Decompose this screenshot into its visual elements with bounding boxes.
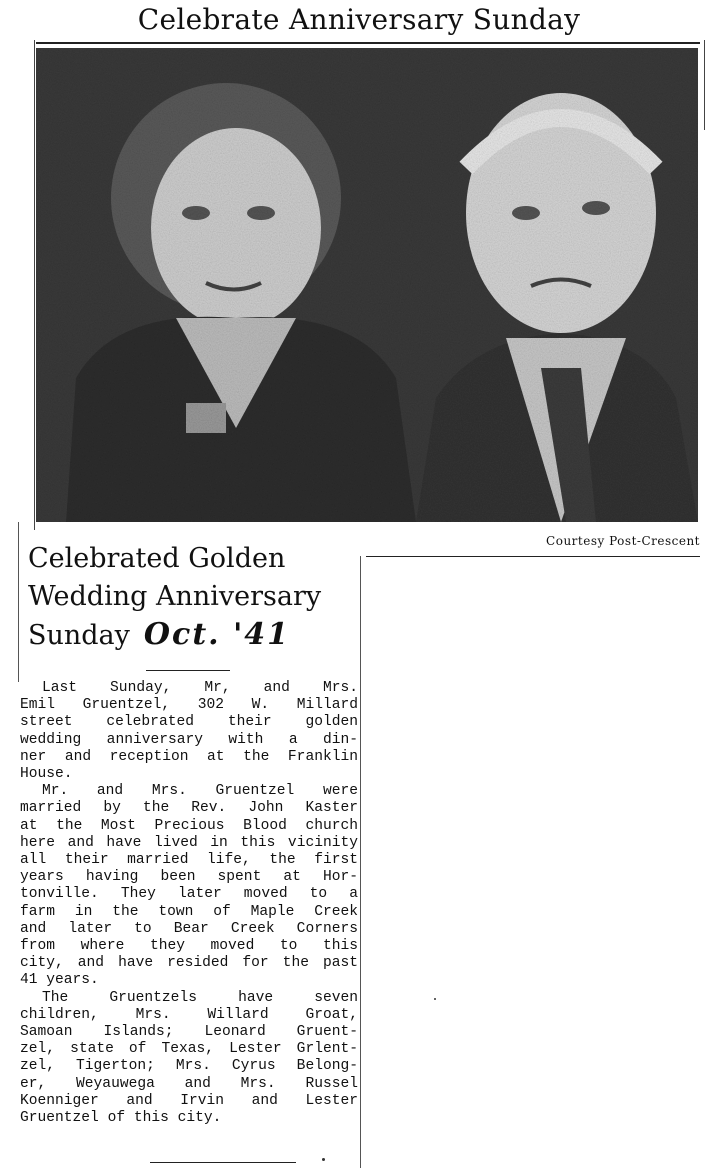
article-line: House. <box>20 766 73 783</box>
subhead-line-1: Celebrated Golden <box>28 543 286 574</box>
article-line: all their married life, the first <box>20 852 358 869</box>
article-line: street celebrated their golden <box>20 714 358 731</box>
subhead <box>28 540 358 655</box>
article-line: here and have lived in this vicinity <box>20 834 358 851</box>
article-line: Emil Gruentzel, 302 W. Millard <box>20 697 358 714</box>
paragraph-3 <box>20 990 358 1128</box>
article-line: Koenniger and Irvin and Lester <box>20 1092 358 1109</box>
subhead-line-2: Wedding Anniversary <box>28 581 322 612</box>
article-line: er, Weyauwega and Mrs. Russel <box>20 1075 358 1092</box>
article-line: Mr. and Mrs. Gruentzel were <box>42 783 358 800</box>
article-body <box>20 680 358 1127</box>
subhead-rule <box>146 670 230 671</box>
credit-rule <box>366 556 700 557</box>
subhead-line-3 <box>28 616 358 655</box>
article-line: 41 years. <box>20 972 99 989</box>
left-column-rule <box>18 522 19 682</box>
article-line: Samoan Islands; Leonard Gruent- <box>20 1024 358 1041</box>
left-edge-rule <box>34 40 35 530</box>
article-line: years having been spent at Hor- <box>20 869 358 886</box>
couple-photo <box>36 48 698 522</box>
article-line: married by the Rev. John Kaster <box>20 800 358 817</box>
subhead-line-3-text: Sunday <box>28 620 130 651</box>
right-edge-rule <box>704 40 705 130</box>
article-line: and later to Bear Creek Corners <box>20 920 358 937</box>
article-line: from where they moved to this <box>20 938 358 955</box>
article-line: ner and reception at the Franklin <box>20 748 358 765</box>
article-line: wedding anniversary with a din- <box>20 731 358 748</box>
bottom-rule <box>150 1162 296 1163</box>
column-divider <box>360 556 361 1168</box>
article-line: children, Mrs. Willard Groat, <box>20 1006 358 1023</box>
paragraph-1 <box>20 680 358 783</box>
handwritten-date: Oct. '41 <box>143 617 290 652</box>
article-line: at the Most Precious Blood church <box>20 817 358 834</box>
article-line: Last Sunday, Mr, and Mrs. <box>42 680 358 696</box>
couple-photo-illustration <box>36 48 698 522</box>
article-line: zel, Tigerton; Mrs. Cyrus Belong- <box>20 1058 358 1075</box>
print-speck <box>322 1158 325 1161</box>
article-line: zel, state of Texas, Lester Grlent- <box>20 1041 358 1058</box>
headline: Celebrate Anniversary Sunday <box>137 3 581 36</box>
article-line: The Gruentzels have seven <box>42 989 358 1006</box>
paragraph-2 <box>20 783 358 989</box>
top-rule <box>36 42 700 44</box>
print-speck <box>434 998 436 1000</box>
article-line: tonville. They later moved to a <box>20 886 358 903</box>
article-line: farm in the town of Maple Creek <box>20 903 358 920</box>
article-line: Gruentzel of this city. <box>20 1110 222 1127</box>
article-line: city, and have resided for the past <box>20 955 358 972</box>
photo-credit: Courtesy Post-Crescent <box>546 534 700 548</box>
